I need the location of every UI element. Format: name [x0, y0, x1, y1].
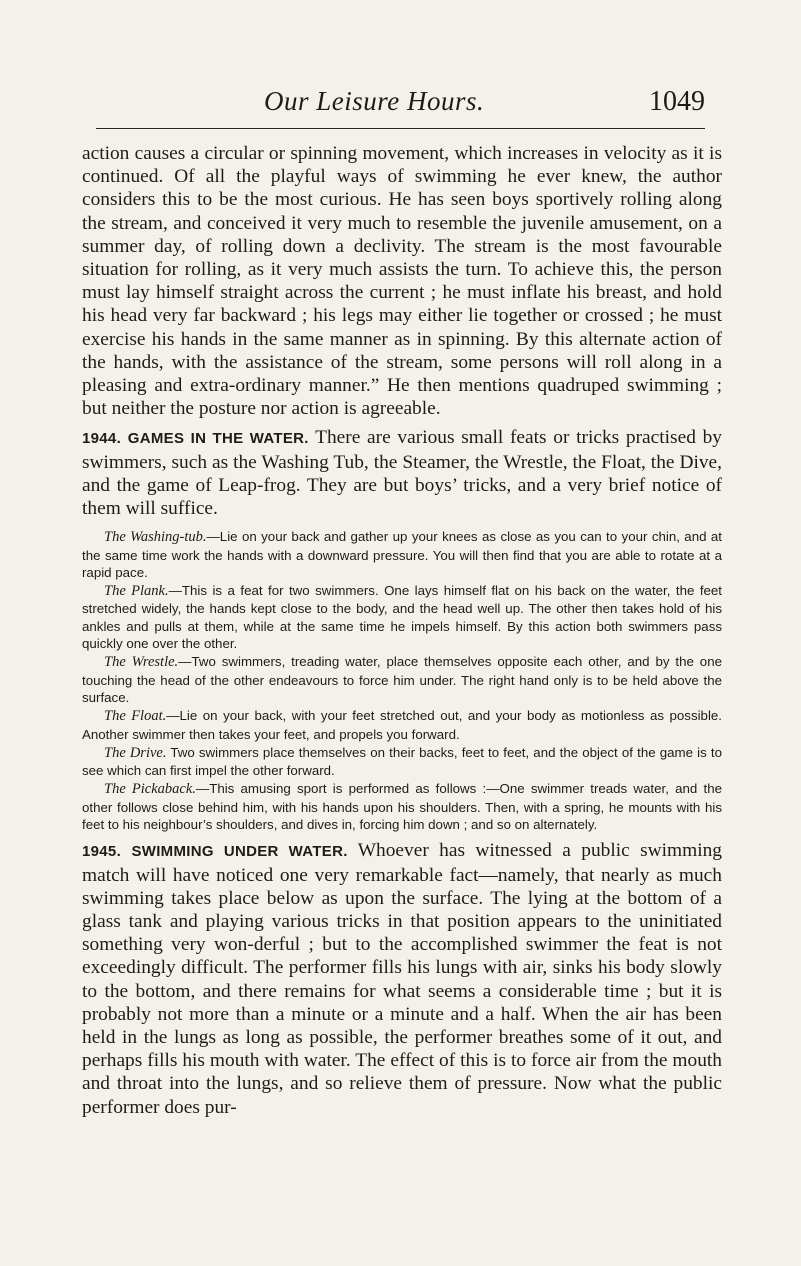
section-title: GAMES IN THE WATER. — [127, 430, 309, 448]
section-number: 1944. — [82, 430, 122, 448]
game-entry — [82, 707, 722, 743]
game-term: The Pickaback. — [104, 781, 196, 798]
section-number: 1945. — [82, 843, 122, 861]
game-entry — [82, 780, 722, 833]
running-title: Our Leisure Hours. — [264, 86, 485, 116]
section-1945 — [82, 839, 722, 1118]
game-description: —This amusing sport is performed as follows :—One swimmer treads water, and the other follows close behind him, with his hands upon his shoulders. Then, with a spring, he mounts with his feet to his neighbour’s shoulders, and dives in, forcing him down ; and so on alternately. — [82, 781, 722, 832]
page-number: 1049 — [649, 86, 705, 117]
game-term: The Washing-tub. — [104, 529, 207, 546]
game-term: The Wrestle. — [104, 654, 179, 671]
games-list — [82, 528, 722, 833]
game-entry — [82, 582, 722, 652]
game-term: The Float. — [104, 708, 167, 725]
game-entry — [82, 528, 722, 581]
page-header — [96, 86, 705, 126]
section-1944 — [82, 426, 722, 520]
game-term: The Plank. — [104, 583, 169, 600]
game-entry — [82, 653, 722, 706]
game-term: The Drive. — [104, 744, 167, 761]
game-description: —Two swimmers, treading water, place themselves opposite each other, and by the one touching the head of the other endeavours to force him under. The right hand only is to be held above the surface. — [82, 654, 722, 705]
game-description: —This is a feat for two swimmers. One lays himself flat on his back on the water, the feet stretched widely, the hands kept close to the body, and the head well up. The other then takes hold of his ankles and pulls at them, while at the same time he impels himself. By this action both swimmers pass quickly one over the other. — [82, 583, 723, 652]
body-text — [82, 142, 722, 1119]
section-title: SWIMMING UNDER WATER. — [131, 843, 348, 861]
section-text: Whoever has witnessed a public swimming match will have noticed one very remarkable fact—namely, that nearly as much swimming takes place below as upon the surface. The lying at the bottom of a glass tank and playing various tricks in that position appears to the uninitiated something very won-derful ; but to the accomplished swimmer the feat is not exceedingly difficult. The performer fills his lungs with air, sinks his body slowly to the bottom, and there remains for what seems a considerable time ; but it is probably not more than a minute or a minute and a half. When the air has been held in the lungs as long as possible, the performer breathes some of it out, and perhaps fills his mouth with water. The effect of this is to force air from the mouth and throat into the lungs, and so relieve them of pressure. Now what the public performer does pur- — [82, 840, 722, 1118]
game-description: —Lie on your back, with your feet stretched out, and your body as motionless as possible. Another swimmer then takes your feet, and propels you forward. — [82, 708, 722, 742]
section-text: There are various small feats or tricks practised by swimmers, such as the Washing Tub, the Steamer, the Wrestle, the Float, the Dive, and the game of Leap-frog. They are but boys’ tricks, and a very brief notice of them will suffice. — [82, 427, 722, 520]
game-description: Two swimmers place themselves on their backs, feet to feet, and the object of the game is to see which can first impel the other forward. — [82, 744, 722, 779]
game-entry — [82, 744, 722, 780]
game-description: —Lie on your back and gather up your knees as close as you can to your chin, and at the same time work the hands with a downward pressure. You will then find that you are able to rotate at a rapid pace. — [82, 529, 722, 580]
opening-paragraph: action causes a circular or spinning movement, which increases in velocity as it is continued. Of all the playful ways of swimming he ever knew, the author considers this to be the most curious. He has seen boys sportively rolling along the stream, and conceived it very much to resemble the juvenile amusement, on a summer day, of rolling down a declivity. The stream is the most favourable situation for rolling, as it very much assists the turn. To achieve this, the person must lay himself straight across the current ; he must inflate his breast, and hold his head very far backward ; his legs may either lie together or crossed ; he must exercise his hands in the same manner as in spinning. By this alternate action of the hands, with the assistance of the stream, some persons will roll along in a pleasing and extra-ordinary manner.” He then mentions quadruped swimming ; but neither the posture nor action is agreeable. — [82, 143, 722, 420]
header-rule — [96, 128, 705, 129]
